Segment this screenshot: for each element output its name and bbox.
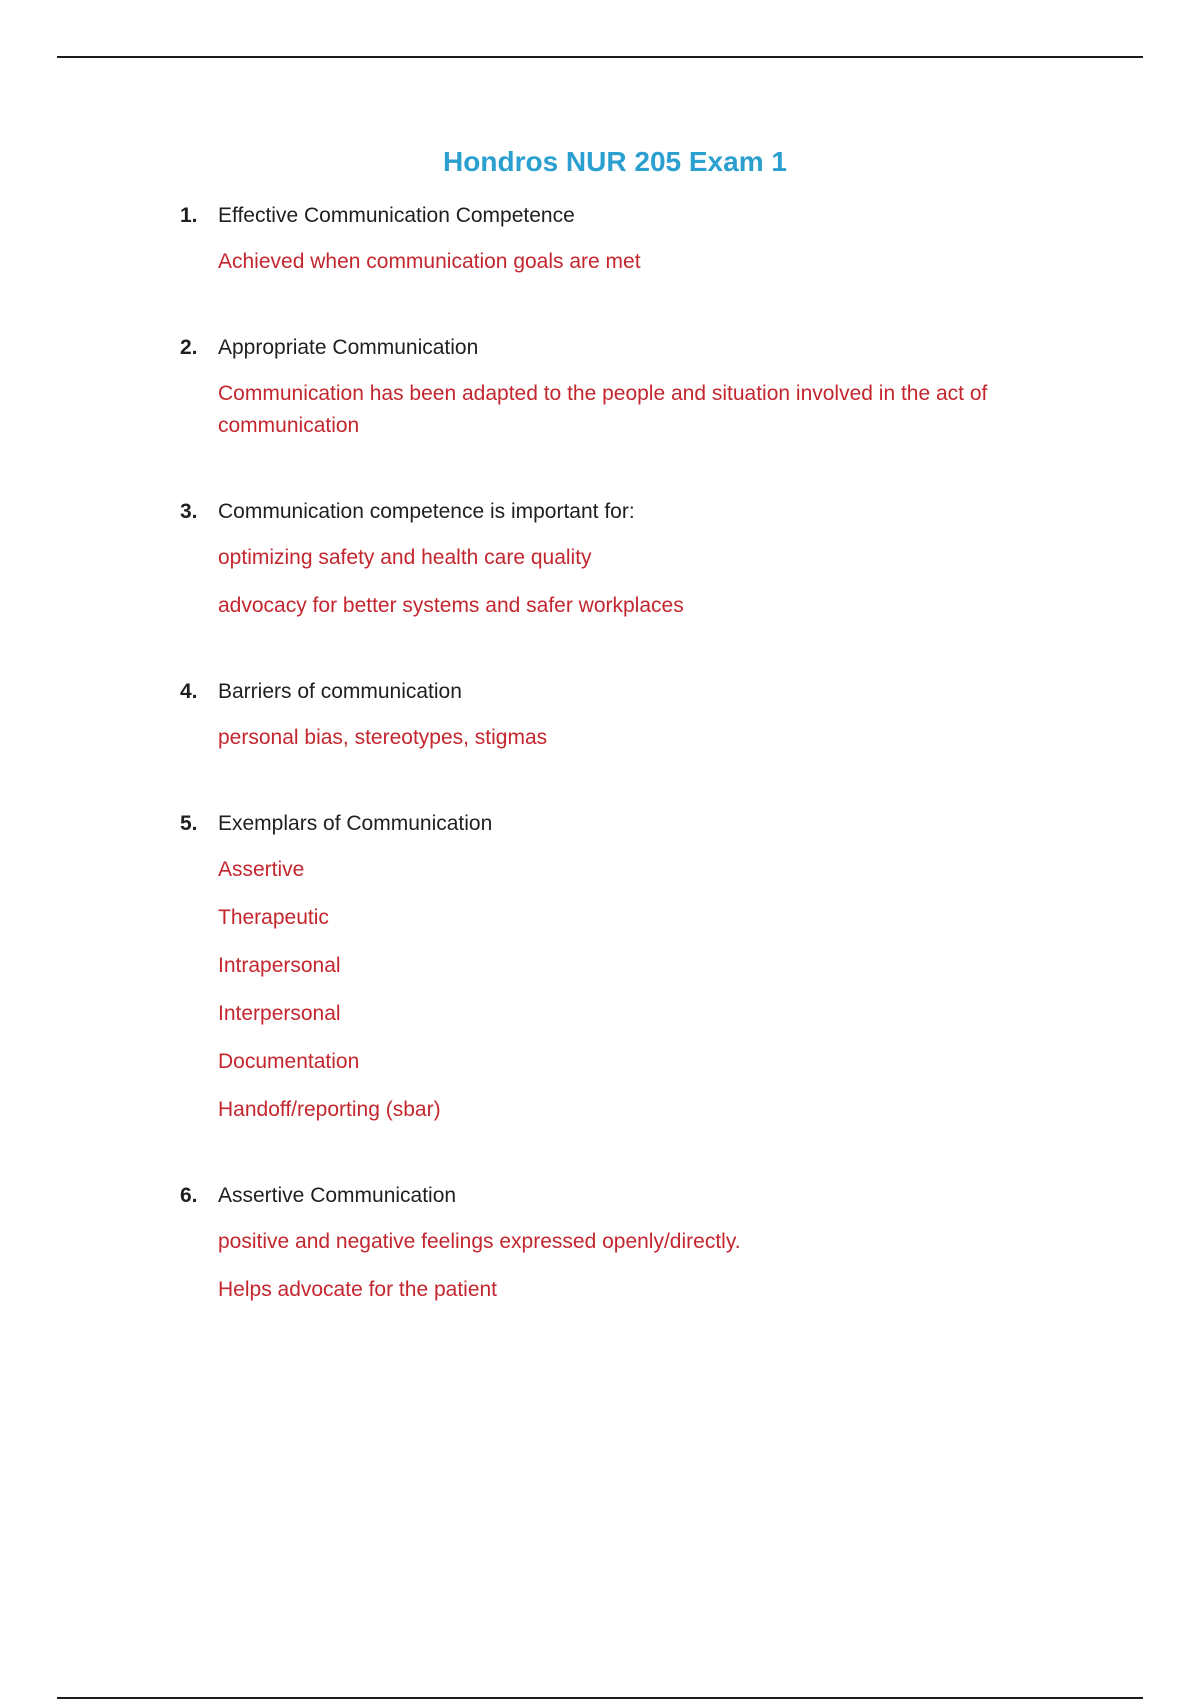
answer-text: optimizing safety and health care quality [218,546,592,569]
question-item [180,1180,1060,1306]
question-item [180,496,1060,622]
question-text: Exemplars of Communication [218,812,493,835]
document-title: Hondros NUR 205 Exam 1 [443,146,787,177]
question-text: Barriers of communication [218,680,462,703]
question-number: 3. [180,500,198,523]
answer-text: Intrapersonal [218,954,341,977]
answer-text: personal bias, stereotypes, stigmas [218,726,548,749]
answer-text: positive and negative feelings expressed openly/directly. [218,1230,741,1253]
question-heading [180,808,1060,840]
question-number: 2. [180,336,198,359]
question-text: Appropriate Communication [218,336,479,359]
answer-text: Handoff/reporting (sbar) [218,1098,441,1121]
question-heading [180,200,1060,232]
question-text: Effective Communication Competence [218,204,575,227]
bottom-rule [57,1697,1143,1699]
question-heading [180,676,1060,708]
question-item [180,676,1060,754]
question-heading [180,1180,1060,1212]
question-heading [180,496,1060,528]
question-heading [180,332,1060,364]
answer-text: Communication has been adapted to the people and situation involved in the act of communication [218,382,988,437]
question-number: 4. [180,680,198,703]
answer-text: advocacy for better systems and safer workplaces [218,594,684,617]
question-number: 5. [180,812,198,835]
question-text: Communication competence is important for: [218,500,635,523]
question-list [180,200,1060,1360]
question-text: Assertive Communication [218,1184,457,1207]
question-item [180,808,1060,1126]
question-item [180,332,1060,442]
question-number: 6. [180,1184,198,1207]
answer-text: Achieved when communication goals are met [218,250,641,273]
question-number: 1. [180,204,198,227]
question-item [180,200,1060,278]
answer-text: Therapeutic [218,906,329,929]
answer-text: Documentation [218,1050,360,1073]
answer-text: Helps advocate for the patient [218,1278,498,1301]
answer-text: Assertive [218,858,305,881]
top-rule [57,56,1143,58]
answer-text: Interpersonal [218,1002,341,1025]
